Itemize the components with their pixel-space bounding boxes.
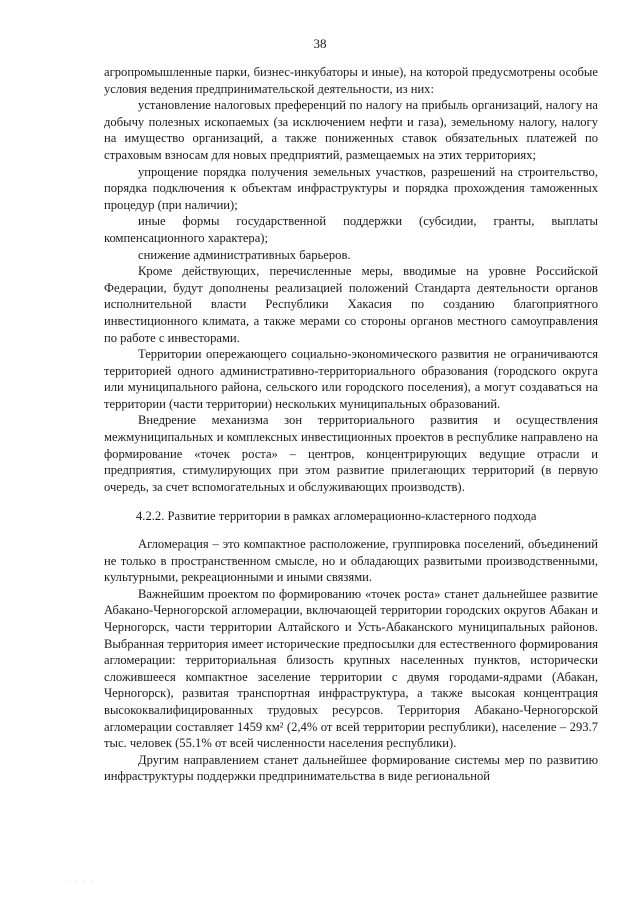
list-item-state-support: иные формы государственной поддержки (субсидии, гранты, выплаты компенсационного характера); bbox=[104, 214, 598, 245]
list-item-tax-preferences: установление налоговых преференций по налогу на прибыль организаций, налогу на добычу полезных ископаемых (за исключением нефти и газа), земельному налогу, налогу на имущество организаций, а также пониженных ставок обязательных платежей по страховым взносам для новых предприятий, размещаемых на этих территориях; bbox=[104, 98, 598, 162]
paragraph-agglomeration-definition: Агломерация – это компактное расположение, группировка поселений, объединений не только в пространственном смысле, но и обладающих развитыми производственными, культурными, рекреационными и иными связями. bbox=[104, 537, 598, 585]
scan-artifact-marks: · · · · bbox=[66, 878, 95, 886]
list-item-simplified-procedures: упрощение порядка получения земельных участков, разрешений на строительство, порядка подключения к объектам инфраструктуры и порядка прохождения таможенных процедур (при наличии); bbox=[104, 164, 598, 212]
paragraph-abakan-chernogorsk: Важнейшим проектом по формированию «точек роста» станет дальнейшее развитие Абакано-Черногорской агломерации, включающей территории городских округов Абакан и Черногорск, части территории Алтайского и Усть-Абаканского муниципальных районов. Выбранная территория имеет исторические предпосылки для естественного формирования агломерации: территориальная близость крупных населенных пунктов, исторически сложившееся компактное заселение территории с двумя городами-ядрами (Абакан, Черногорск), развитая транспортная инфраструктура, а также высокая концентрация высококвалифицированных трудовых ресурсов. Территория Абакано-Черногорской агломерации составляет 1459 км² (2,4% от всей территории республики), население – 293.7 тыс. человек (55.1% от всей численности населения республики). bbox=[104, 586, 598, 751]
section-heading: 4.2.2. Развитие территории в рамках агломерационно-кластерного подхода bbox=[136, 509, 537, 524]
paragraph-continuation: агропромышленные парки, бизнес-инкубаторы и иные), на которой предусмотрены особые условия ведения предпринимательской деятельности, из них: bbox=[104, 65, 598, 96]
document-body bbox=[104, 64, 598, 785]
paragraph-other-direction: Другим направлением станет дальнейшее формирование системы мер по развитию инфраструктуры поддержки предпринимательства в виде региональной bbox=[104, 752, 598, 784]
paragraph-standard: Кроме действующих, перечисленные меры, вводимые на уровне Российской Федерации, будут дополнены реализацией положений Стандарта деятельности органов исполнительной власти Республики Хакасия по созданию благоприятного инвестиционного климата, а также мерами со стороны органов местного самоуправления по работе с инвесторами. bbox=[104, 264, 598, 345]
paragraph-territories: Территории опережающего социально-экономического развития не ограничиваются территорией одного административно-территориального образования (городского округа или муниципального района, сельского или городского поселения), а могут создаваться на территории (части территории) нескольких муниципальных образований. bbox=[104, 347, 598, 411]
list-item-admin-barriers: снижение административных барьеров. bbox=[138, 247, 351, 262]
paragraph-growth-points: Внедрение механизма зон территориального развития и осуществления межмуниципальных и комплексных инвестиционных проектов в республике направлено на формирование «точек роста» – центров, концентрирующих ведущие отрасли и предприятия, стимулирующих при этом развитие прилегающих территорий (в первую очередь, за счет вспомогательных и обслуживающих производств). bbox=[104, 413, 598, 494]
page-number: 38 bbox=[313, 36, 327, 51]
